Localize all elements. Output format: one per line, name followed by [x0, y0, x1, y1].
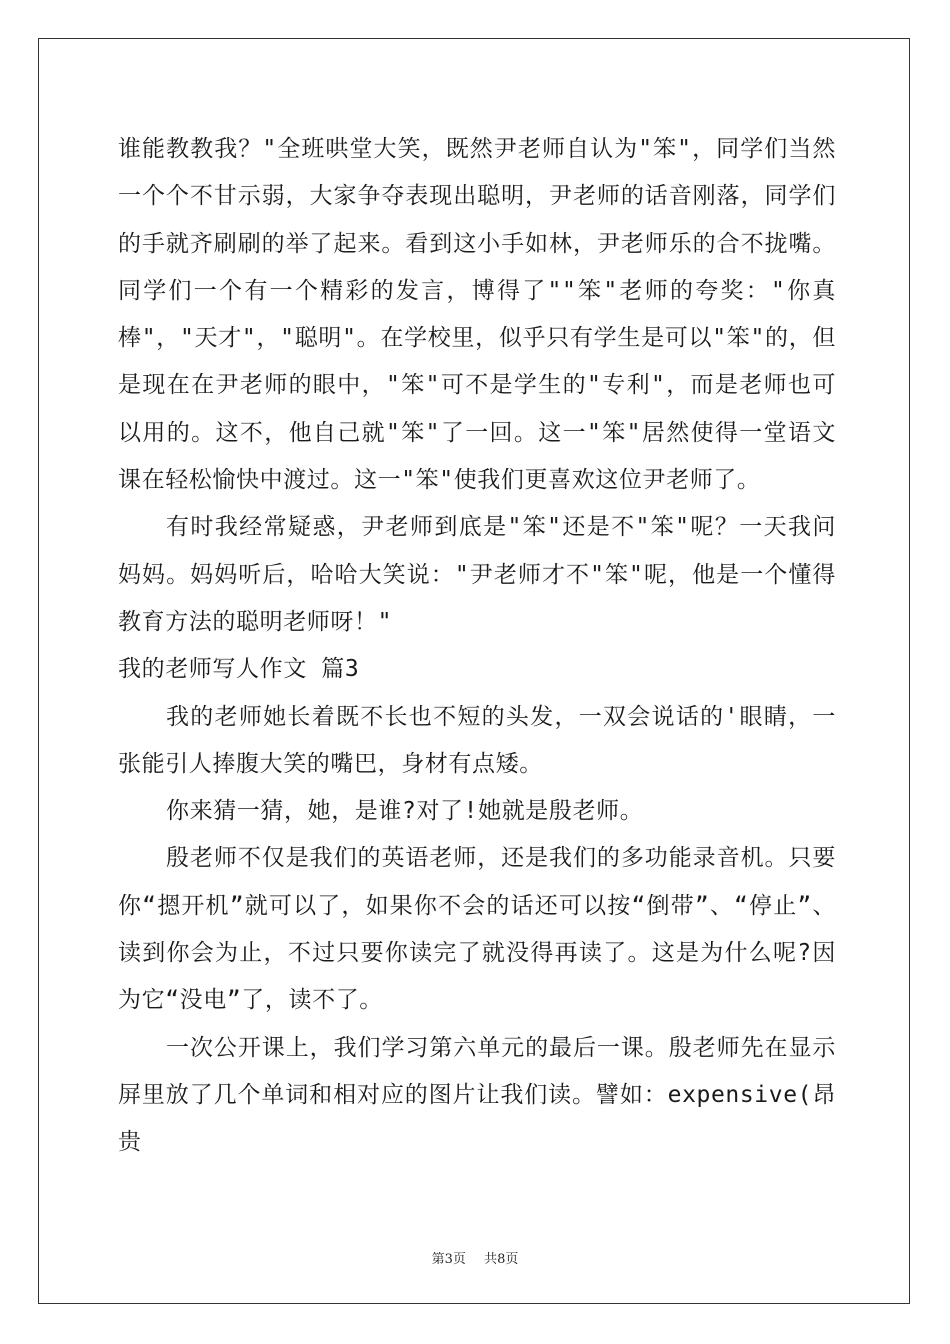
paragraph-4: 你来猜一猜，她，是谁?对了!她就是殷老师。	[166, 798, 644, 825]
paragraph-5: 殷老师不仅是我们的英语老师，还是我们的多功能录音机。只要你“摁开机”就可以了，如果你不会的话还可以按“倒带”、“停止”、读到你会为止，不过只要你读完了就没得再读了。这是为什么呢?因为它“没电”了，读不了。	[118, 845, 836, 1014]
paragraph-1: 谁能教教我？"全班哄堂大笑，既然尹老师自认为"笨"，同学们当然一个个不甘示弱，大家争夺表现出聪明，尹老师的话音刚落，同学们的手就齐刷刷的举了起来。看到这小手如林，尹老师乐的合不拢嘴。同学们一个有一个精彩的发言，博得了""笨"老师的夸奖："你真棒"，"天才"，"聪明"。在学校里，似乎只有学生是可以"笨"的，但是现在在尹老师的眼中，"笨"可不是学生的"专利"，而是老师也可以用的。这不，他自己就"笨"了一回。这一"笨"居然使得一堂语文课在轻松愉快中渡过。这一"笨"使我们更喜欢这位尹老师了。	[118, 136, 836, 494]
page-number-current: 第3页	[431, 1252, 466, 1267]
paragraph-6: 一次公开课上，我们学习第六单元的最后一课。殷老师先在显示屏里放了几个单词和相对应的图片让我们读。譬如：expensive(昂贵	[118, 1034, 836, 1156]
page-footer	[0, 1248, 950, 1267]
paragraph-2: 有时我经常疑惑，尹老师到底是"笨"还是不"笨"呢？一天我问妈妈。妈妈听后，哈哈大笑说："尹老师才不"笨"呢，他是一个懂得教育方法的聪明老师呀！"	[118, 514, 836, 635]
section-heading: 我的老师写人作文 篇3	[118, 656, 360, 683]
document-body	[118, 126, 836, 1167]
paragraph-3: 我的老师她长着既不长也不短的头发，一双会说话的'眼睛，一张能引人捧腹大笑的嘴巴，身材有点矮。	[118, 703, 836, 777]
page-number-total: 共8页	[484, 1252, 519, 1267]
